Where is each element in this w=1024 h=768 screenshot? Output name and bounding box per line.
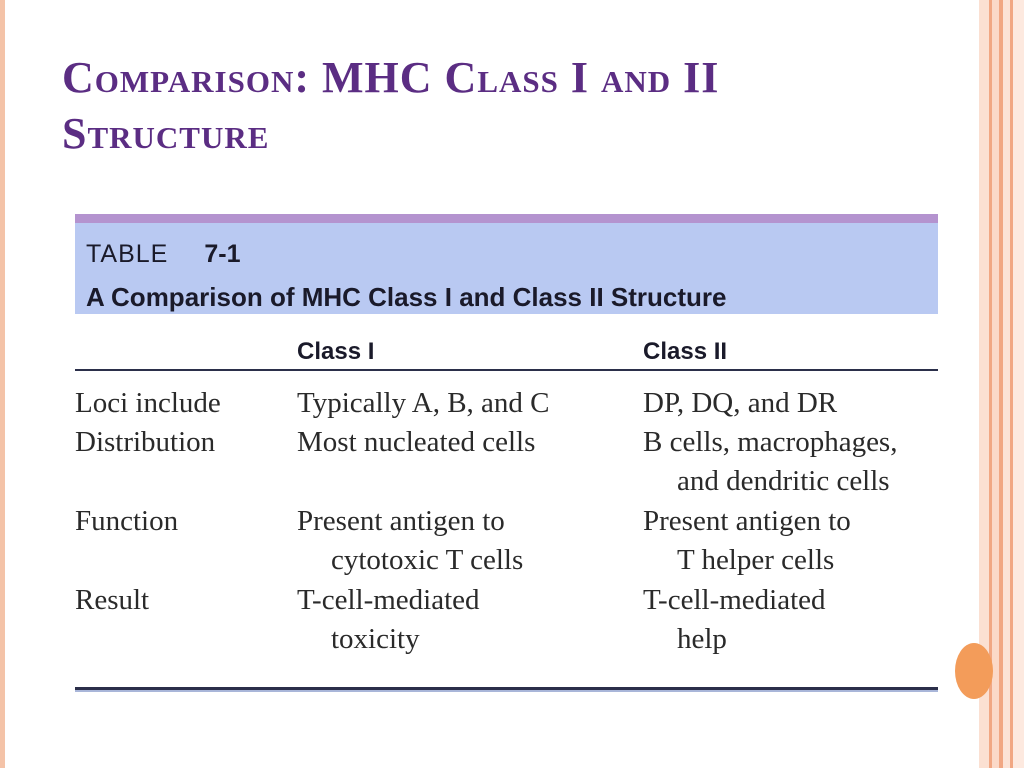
cell-line: Typically A, B, and C — [297, 387, 550, 419]
right-border-stripe — [992, 0, 999, 768]
slide-title-line1: Comparison: MHC Class I and II — [62, 53, 720, 102]
cell-line-indented: toxicity — [331, 623, 420, 655]
cell-line: T-cell-mediated — [643, 584, 826, 616]
column-header-class-ii: Class II — [643, 338, 728, 365]
column-header-class-i: Class I — [297, 338, 375, 365]
table-label-text: TABLE — [86, 240, 169, 268]
row-label-function: Function — [75, 505, 179, 537]
cell-line: DP, DQ, and DR — [643, 387, 838, 419]
cell-line-indented: and dendritic cells — [677, 465, 890, 497]
row-label-distribution: Distribution — [75, 426, 216, 458]
header-rule — [75, 369, 938, 371]
cell-line-indented: T helper cells — [677, 544, 835, 576]
table-title: A Comparison of MHC Class I and Class II Structure — [86, 282, 727, 312]
cell-result-class-ii — [643, 581, 826, 659]
table-number: 7-1 — [204, 240, 241, 268]
table-bottom-rule — [75, 687, 938, 692]
left-border-stripe — [0, 0, 5, 768]
right-border-stripe — [1003, 0, 1010, 768]
table-label — [86, 240, 240, 269]
slide-title — [62, 50, 942, 162]
decorative-circle — [955, 643, 993, 699]
row-label-result: Result — [75, 584, 150, 616]
slide-title-line2: Structure — [62, 109, 270, 158]
cell-line: T-cell-mediated — [297, 584, 480, 616]
cell-line: Present antigen to — [643, 505, 851, 537]
cell-line-indented: help — [677, 623, 727, 655]
cell-line: Present antigen to — [297, 505, 505, 537]
cell-distribution-class-i — [297, 423, 535, 462]
right-border-stripe — [1013, 0, 1024, 768]
row-label-loci: Loci include — [75, 387, 221, 419]
cell-result-class-i — [297, 581, 480, 659]
cell-distribution-class-ii — [643, 423, 897, 501]
comparison-table — [75, 214, 938, 696]
cell-line: Most nucleated cells — [297, 426, 536, 458]
cell-loci-class-i — [297, 384, 550, 423]
cell-line: B cells, macrophages, — [643, 426, 898, 458]
cell-function-class-i — [297, 502, 523, 580]
cell-loci-class-ii — [643, 384, 837, 423]
cell-line-indented: cytotoxic T cells — [331, 544, 524, 576]
cell-function-class-ii — [643, 502, 851, 580]
table-header-band — [75, 214, 938, 314]
